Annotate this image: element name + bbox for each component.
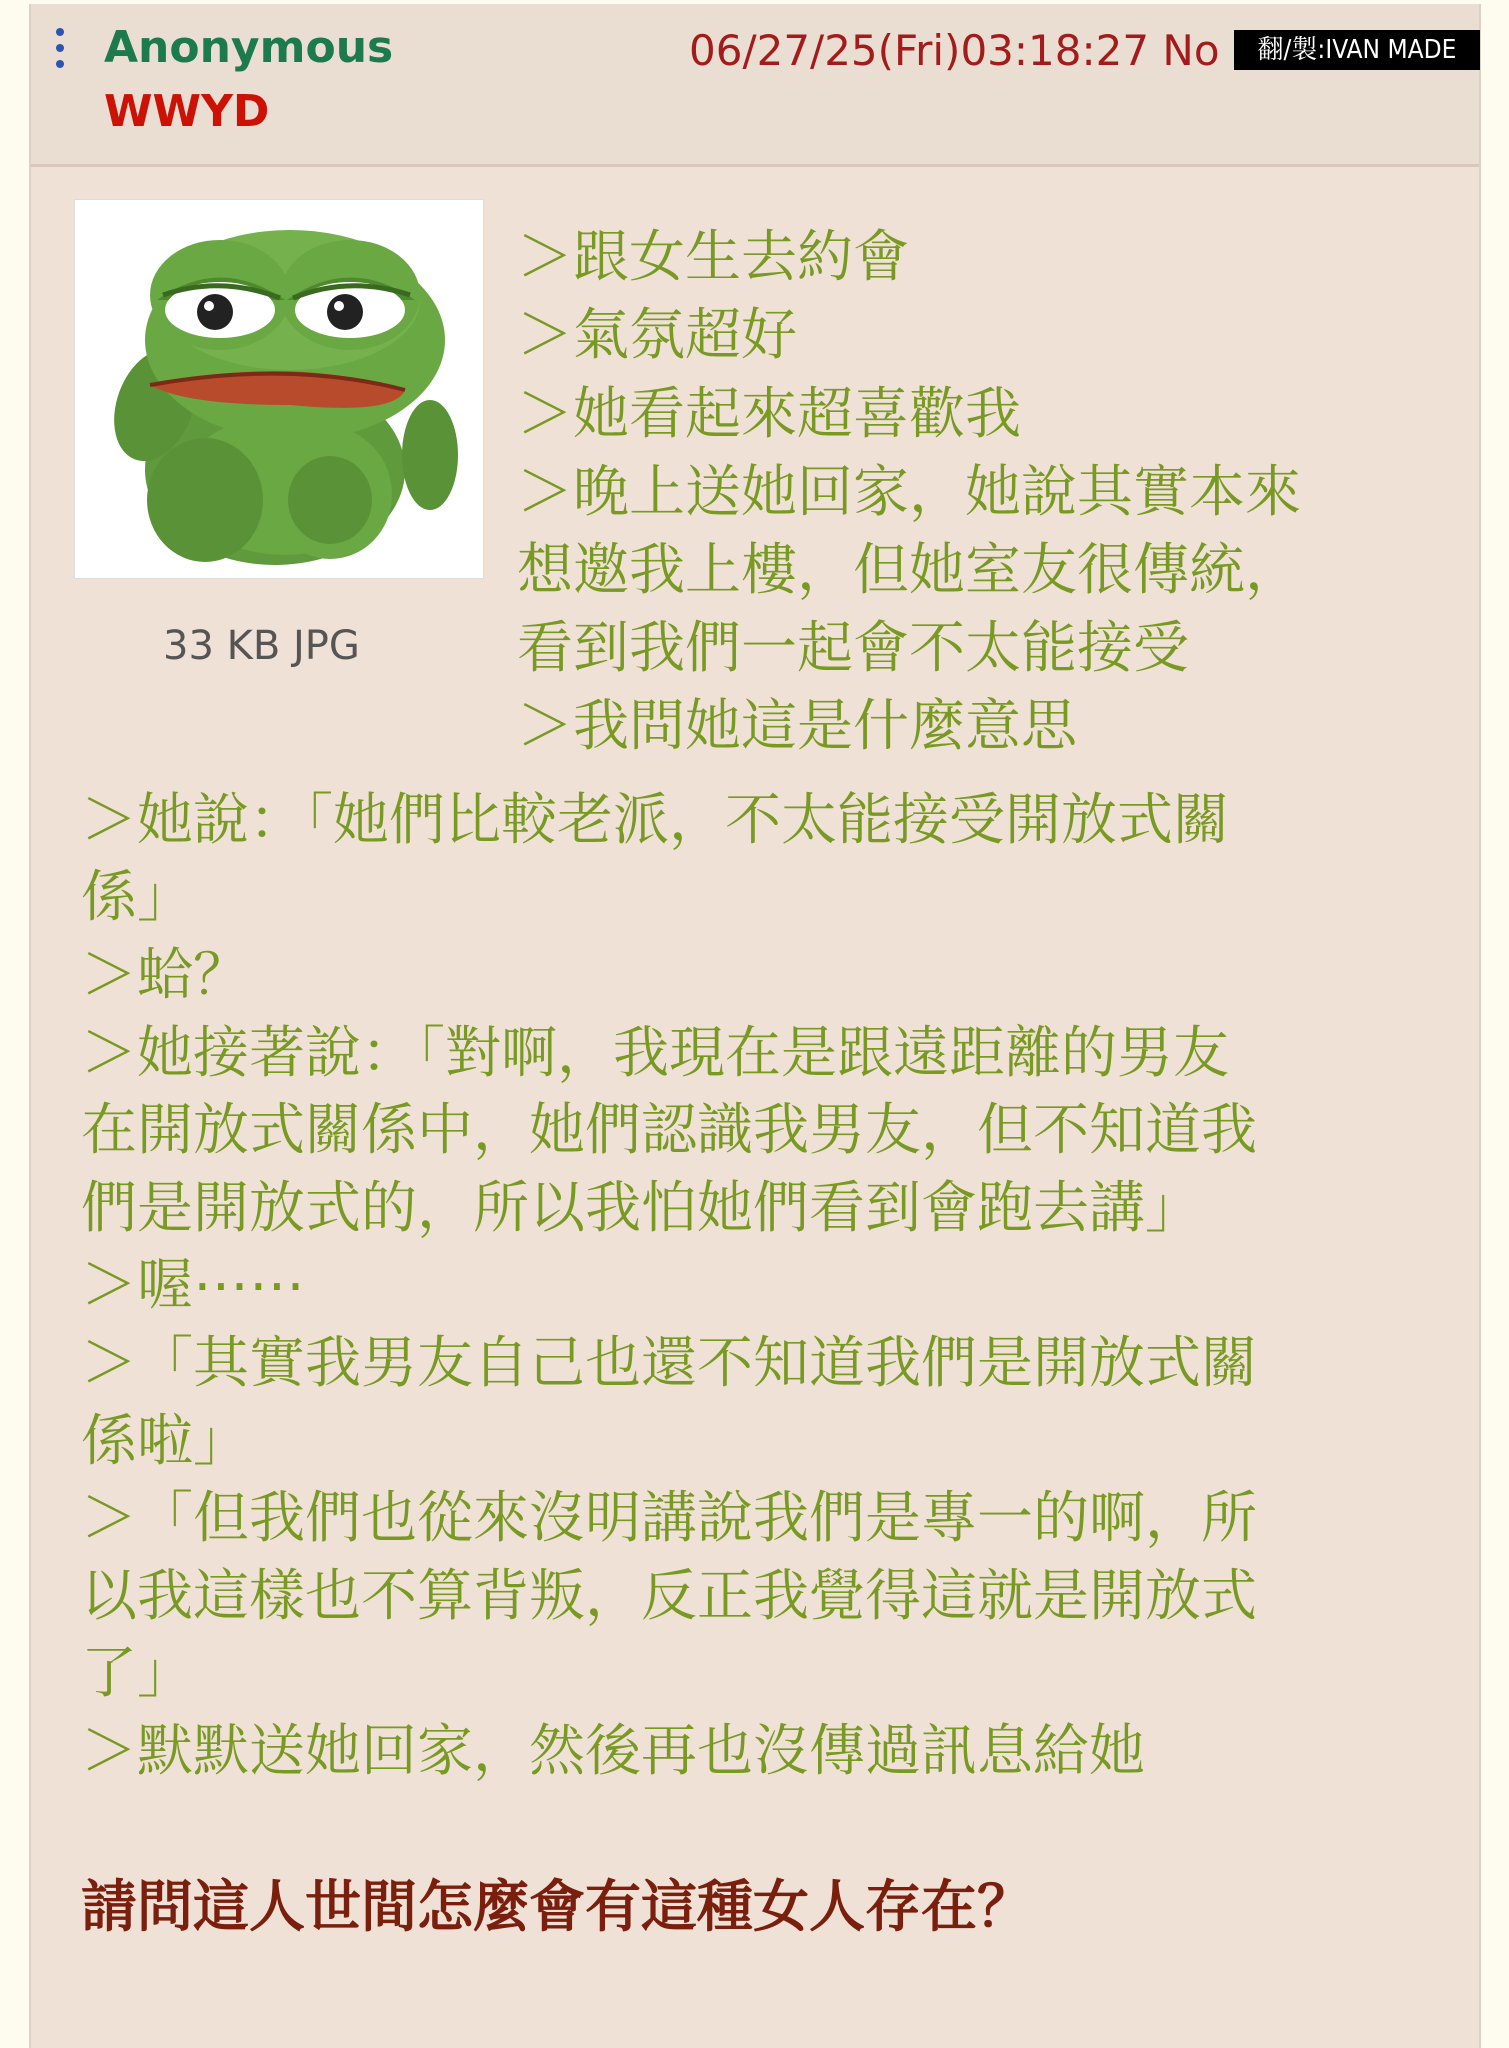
greentext-line: ＞「其實我男友自己也還不知道我們是開放式關 xyxy=(81,1331,1257,1396)
greentext-line: ＞「但我們也從來沒明講說我們是專一的啊，所 xyxy=(81,1486,1257,1551)
greentext-line: ＞她看起來超喜歡我 xyxy=(517,382,1021,447)
greentext-line: 們是開放式的，所以我怕她們看到會跑去講」 xyxy=(81,1176,1201,1241)
greentext-line: 了」 xyxy=(81,1641,193,1706)
attachment-file-info: 33 KB JPG xyxy=(163,623,360,669)
greentext-line: ＞她接著說：「對啊，我現在是跟遠距離的男友 xyxy=(81,1021,1229,1086)
greentext-line: ＞氣氛超好 xyxy=(517,303,797,368)
greentext-line: ＞我問她這是什麼意思 xyxy=(517,694,1077,759)
greentext-line: ＞晚上送她回家，她說其實本來 xyxy=(517,460,1301,525)
poster-name: Anonymous xyxy=(104,22,394,73)
more-options-icon[interactable] xyxy=(53,28,67,74)
greentext-line: 以我這樣也不算背叛，反正我覺得這就是開放式 xyxy=(81,1564,1257,1629)
greentext-line: 看到我們一起會不太能接受 xyxy=(517,616,1189,681)
greentext-line: 係」 xyxy=(81,865,193,930)
post-header xyxy=(31,4,1479,167)
greentext-line: ＞跟女生去約會 xyxy=(517,225,909,290)
greentext-line: ＞默默送她回家，然後再也沒傳過訊息給她 xyxy=(81,1719,1145,1784)
greentext-line: 想邀我上樓，但她室友很傳統， xyxy=(517,538,1301,603)
greentext-line: 在開放式關係中，她們認識我男友，但不知道我 xyxy=(81,1098,1257,1163)
greentext-line: ＞喔⋯⋯ xyxy=(81,1253,305,1318)
post-container xyxy=(29,4,1481,2048)
post-subject: WWYD xyxy=(104,86,270,137)
greentext-line: ＞蛤？ xyxy=(81,943,249,1008)
sad-pepe-frog-image[interactable] xyxy=(74,199,484,579)
closing-question: 請問這人世間怎麼會有這種女人存在？ xyxy=(81,1875,1033,1940)
greentext-line: ＞她說：「她們比較老派，不太能接受開放式關 xyxy=(81,788,1229,853)
greentext-line: 係啦」 xyxy=(81,1409,249,1474)
translator-credit-badge: 翻/製:IVAN MADE xyxy=(1234,30,1480,70)
post-timestamp: 06/27/25(Fri)03:18:27 No xyxy=(689,26,1220,75)
